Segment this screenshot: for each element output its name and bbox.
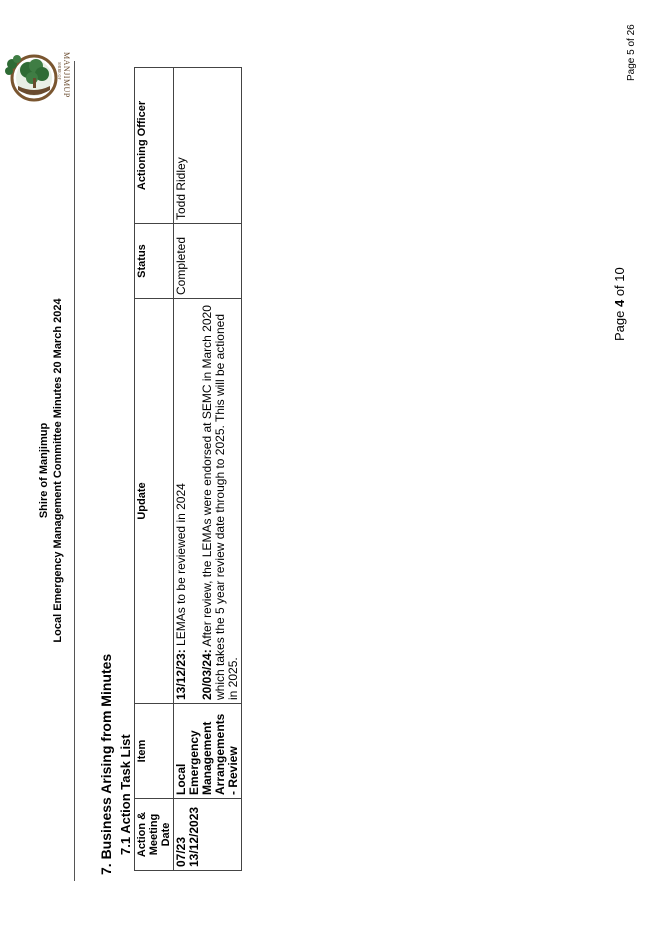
header-divider: [74, 61, 75, 881]
page-number: [612, 267, 627, 341]
action-number: 07/23: [174, 836, 188, 867]
column-header-officer: Actioning Officer: [135, 68, 174, 224]
logo-small-text: SHIRE OF: [57, 62, 62, 80]
table-header-row: [135, 68, 174, 871]
page-prefix: Page: [612, 307, 627, 341]
column-header-status: Status: [135, 224, 174, 299]
action-date-cell: [174, 799, 242, 871]
action-task-table: [134, 67, 242, 871]
update-date: 13/12/23:: [174, 649, 188, 700]
update-entry: [201, 302, 240, 700]
section-heading: 7. Business Arising from Minutes: [98, 653, 114, 875]
column-header-action-date: Action & Meeting Date: [135, 799, 174, 871]
update-text: LEMAs to be reviewed in 2024: [174, 483, 188, 650]
page-suffix: of 10: [612, 267, 627, 300]
subsection-heading: 7.1 Action Task List: [118, 734, 133, 855]
meeting-date: 13/12/2023: [187, 806, 201, 867]
overall-page-number: Page 5 of 26: [626, 24, 637, 81]
officer-cell: Todd Ridley: [174, 68, 242, 224]
logo-big-text: MANJIMUP: [62, 52, 71, 98]
header-shire-name: Shire of Manjimup: [38, 422, 50, 519]
status-cell: Completed: [174, 224, 242, 299]
column-header-item: Item: [135, 704, 174, 799]
update-text: After review, the LEMAs were endorsed at SEMC in March 2020 which takes the 5 year review date through to 2025. This will be actioned in 2025.: [200, 305, 240, 700]
item-cell: Local Emergency Management Arrangements - Review: [174, 704, 242, 799]
update-cell: [174, 299, 242, 704]
header-minutes-title: Local Emergency Management Committee Minutes 20 March 2024: [52, 298, 64, 643]
table-row: [174, 68, 242, 871]
page-current: 4: [612, 299, 627, 308]
update-date: 20/03/24:: [200, 649, 214, 700]
update-entry: [175, 302, 188, 700]
column-header-update: Update: [135, 299, 174, 704]
